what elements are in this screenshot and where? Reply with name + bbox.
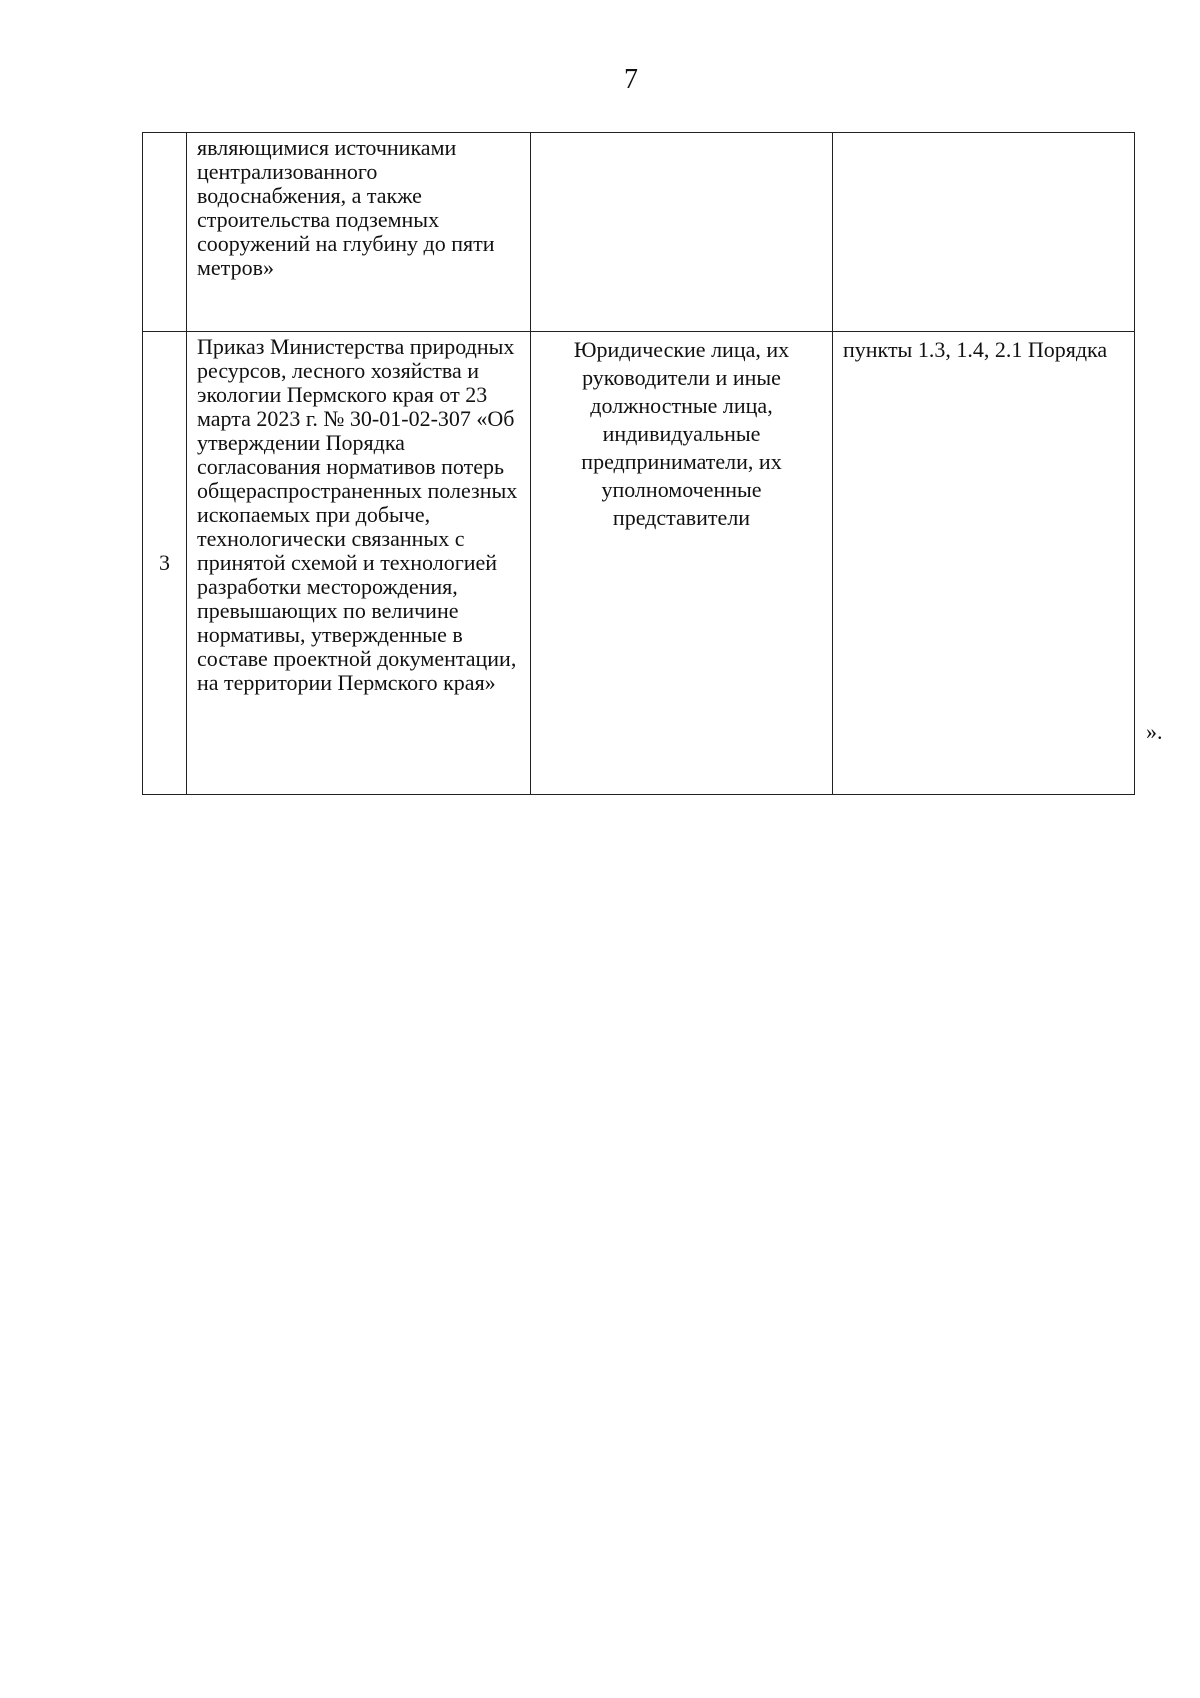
structural-units-cell xyxy=(833,133,1135,332)
page-number: 7 xyxy=(624,64,638,95)
requirements-table xyxy=(142,132,1135,795)
document-name-cell: являющимися источниками централизованного водоснабжения, а также строительства подземных сооружений на глубину до пяти метров» xyxy=(187,133,531,332)
table-row xyxy=(143,133,1135,332)
closing-quote-mark: ». xyxy=(1146,719,1163,744)
table-row xyxy=(143,332,1135,795)
document-name-cell: Приказ Министерства природных ресурсов, лесного хозяйства и экологии Пермского края от 23 марта 2023 г. № 30-01-02-307 «Об утверждении Порядка согласования нормативов потерь общераспространенных полезных ископаемых при добыче, технологически связанных с принятой схемой и технологией разработки месторождения, превышающих по величине нормативы, утвержденные в составе проектной документации, на территории Пермского края» xyxy=(187,332,531,795)
row-number-cell xyxy=(143,133,187,332)
subjects-cell: Юридические лица, их руководители и иные должностные лица, индивидуальные предприниматели, их уполномоченные представители xyxy=(531,332,833,795)
structural-units-cell: пункты 1.3, 1.4, 2.1 Порядка xyxy=(833,332,1135,795)
subjects-cell xyxy=(531,133,833,332)
row-number-cell: 3 xyxy=(143,332,187,795)
